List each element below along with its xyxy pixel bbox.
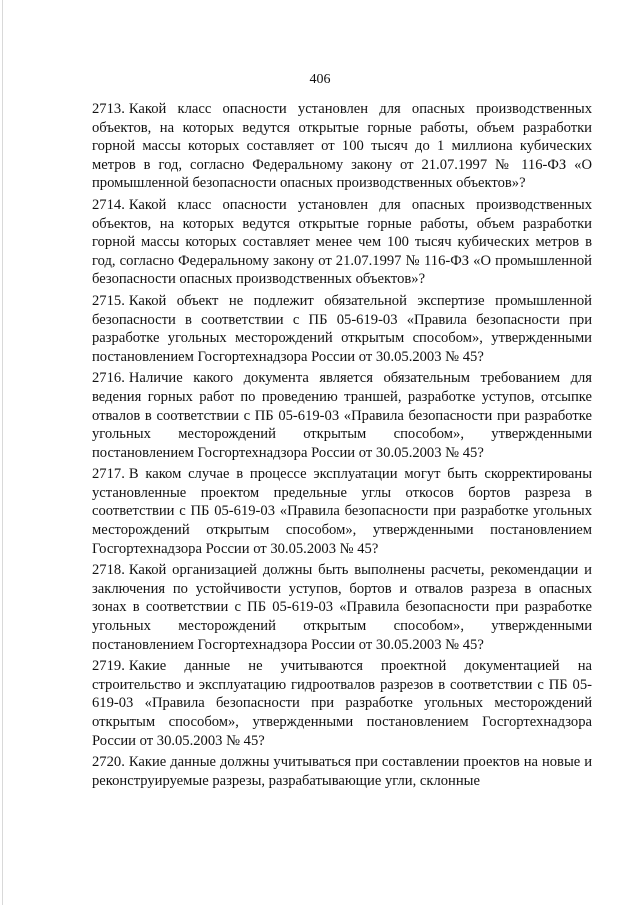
question-number: 2720. <box>92 754 125 771</box>
question-text: Наличие какого документа является обязательным требованием для ведения горных работ по проведению траншей, разработке уступов, отсыпке отвалов в соответствии с ПБ 05-619-03 «Правила безопасности при разработке угольных месторождений открытым способом», утвержденными постановлением Госгортехнадзора России от 30.05.2003 № 45? <box>92 370 592 461</box>
question-number: 2713. <box>92 101 125 117</box>
question-number: 2714. <box>92 196 125 213</box>
question-2718 <box>92 561 592 654</box>
question-number: 2717. <box>92 466 125 483</box>
question-2719 <box>92 657 592 750</box>
question-text: Какой класс опасности установлен для опасных производственных объектов, на которых ведутся открытые горные работы, объем разработки горной массы которых составляет менее чем 100 тысяч кубических метров в год, согласно Федеральному закону от 21.07.1997 № 116-ФЗ «О промышленной безопасности опасных производственных объектов»? <box>92 196 592 288</box>
question-text: Какие данные должны учитываться при составлении проектов на новые и реконструируемые разрезы, разрабатывающие угли, склонные <box>92 754 592 789</box>
question-number: 2718. <box>92 562 125 579</box>
question-2720 <box>92 753 592 790</box>
question-2715 <box>92 292 592 366</box>
question-number: 2715. <box>92 292 125 309</box>
question-text: Какой объект не подлежит обязательной экспертизе промышленной безопасности в соответствии с ПБ 05-619-03 «Правила безопасности при разработке угольных месторождений открытым способом», утвержденными постановлением Госгортехнадзора России от 30.05.2003 № 45? <box>92 292 592 365</box>
question-text: Какой организацией должны быть выполнены расчеты, рекомендации и заключения по устойчивости уступов, бортов и отвалов разреза в опасных зонах в соответствии с ПБ 05-619-03 «Правила безопасности при разработке угольных месторождений открытым способом», утвержденными постановлением Госгортехнадзора России от 30.05.2003 № 45? <box>92 562 592 653</box>
page-edge-line <box>2 0 3 905</box>
question-2717 <box>92 465 592 558</box>
question-2713 <box>92 100 592 193</box>
question-2714 <box>92 196 592 289</box>
question-2716 <box>92 369 592 462</box>
questions-list <box>92 100 592 793</box>
question-text: В каком случае в процессе эксплуатации могут быть скорректированы установленные проектом предельные углы откосов бортов разреза в соответствии с ПБ 05-619-03 «Правила безопасности при разработке угольных месторождений открытым способом», утвержденными постановлением Госгортехнадзора России от 30.05.2003 № 45? <box>92 466 592 557</box>
page-number: 406 <box>309 72 331 87</box>
question-text: Какой класс опасности установлен для опасных производственных объектов, на которых ведутся открытые горные работы, объем разработки горной массы которых составляет от 100 тысяч до 1 миллиона кубических метров в год, согласно Федеральному закону от 21.07.1997 № 116-ФЗ «О промышленной безопасности опасных производственных объектов»? <box>92 101 592 192</box>
question-number: 2716. <box>92 370 125 387</box>
question-text: Какие данные не учитываются проектной документацией на строительство и эксплуатацию гидроотвалов разрезов в соответствии с ПБ 05-619-03 «Правила безопасности при разработке угольных месторождений открытым способом», утвержденными постановлением Госгортехнадзора России от 30.05.2003 № 45? <box>92 658 592 749</box>
question-number: 2719. <box>92 658 125 675</box>
